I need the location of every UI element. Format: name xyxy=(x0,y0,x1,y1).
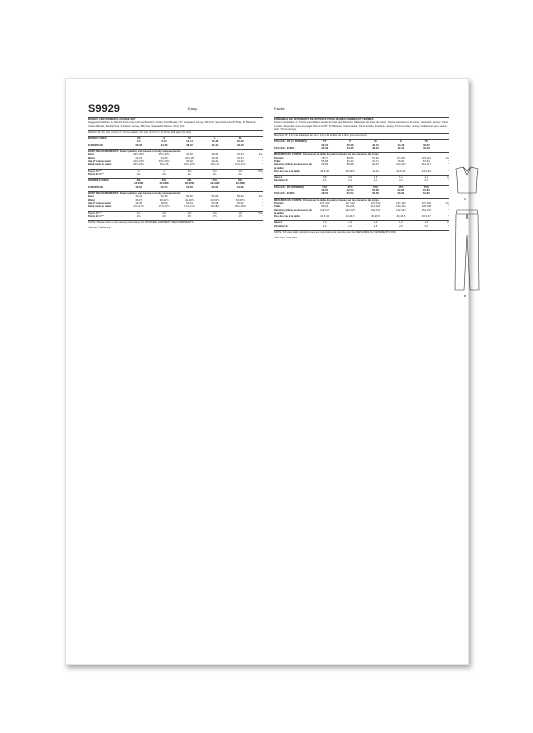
notions: Notions: B: 2¼ yds. (2.1m) ¾" (1cm) elastic, 2¼ yds. (2.1m) ¾" (1.9cm) twill tape (for ties). xyxy=(88,130,192,134)
cell: 34-37 xyxy=(237,156,244,160)
cell: 87-94 xyxy=(423,159,430,163)
size: 56-58 xyxy=(372,189,379,193)
cell: 1¼ xyxy=(136,211,141,215)
size: S xyxy=(163,137,165,141)
cell: 44-46 xyxy=(237,159,244,163)
pants-b-row: Pants B 60"** 2⅛ 2⅛ 2¼ 2¼ 2¼ " xyxy=(88,172,264,176)
size: M xyxy=(374,140,377,144)
cell: 61-64 xyxy=(346,159,354,163)
cell: ¾ xyxy=(137,169,140,173)
size: 52-54 xyxy=(346,189,354,193)
unit: Yds. xyxy=(257,169,264,173)
cell: 76-81 xyxy=(397,159,405,163)
cell: 89-94 xyxy=(321,205,329,209)
cell: 33½-34½ xyxy=(158,159,170,163)
hip-row: Hip-9" below waist 44-46 48-50 52-54 56-58 60-62 " xyxy=(88,201,264,205)
size: G xyxy=(399,140,402,144)
pants-b-row-fr: Pantalon B 2,4 2,4 2,5 2,5 2,5 " xyxy=(274,224,450,228)
pattern-title: MISSES' AND WOMEN'S LOUNGE SET xyxy=(88,118,136,121)
cell: 117-122 xyxy=(345,201,355,205)
cell: 127-132 xyxy=(370,201,381,205)
cell: 2,5 xyxy=(373,224,378,228)
cell: 1⅜ xyxy=(213,211,217,215)
back-row-fr: Dos du cou à la taille 39.5-40 40-40.5 41-42 42.5-43 43.5-44 " xyxy=(274,169,450,173)
cell: 53-56½ xyxy=(235,198,245,202)
size: 4-6 xyxy=(136,140,141,144)
size: 16-18 xyxy=(211,140,219,144)
hip-row-fr: Hanches (23cm au-dessous de la taille) 112-117 122-127 132-137 142-147 152-157 " xyxy=(274,208,450,215)
size: 46-50 xyxy=(321,189,329,193)
french-column xyxy=(274,103,449,241)
cell: 34-36 xyxy=(186,153,193,157)
unit: m xyxy=(446,176,450,180)
size: 5XL xyxy=(237,179,243,183)
cell: 17⅜-17½ xyxy=(158,205,170,209)
back-row-fr: Dos du cou à la taille 43.5-44 44-44.5 45-45.5 46-46.5 46.5-47 " xyxy=(274,215,450,219)
body-measurements-heading: BODY MEASUREMENTS: Select pattern size based on body measurements xyxy=(88,150,181,154)
row-label: Poitrine xyxy=(274,156,284,160)
cell: 1,3 xyxy=(373,221,378,225)
cell: 1⅜ xyxy=(162,211,166,215)
size: 36-38W xyxy=(235,182,245,186)
cell: 2¼ xyxy=(213,172,217,176)
pattern-envelope-back xyxy=(65,78,469,665)
cell: 112-117 xyxy=(421,163,431,167)
cell: 67-71 xyxy=(372,159,379,163)
size: 34-36 xyxy=(346,147,354,151)
cell: 39-41½ xyxy=(159,198,169,202)
cell: 1,3 xyxy=(348,221,352,225)
english-column xyxy=(88,103,263,231)
women-eu-sizes xyxy=(88,186,263,189)
size-label: WOMEN'S SIZES xyxy=(88,179,109,183)
size: 40-42 xyxy=(372,143,379,147)
size: 56-58 xyxy=(186,185,193,189)
misses-eu-sizes xyxy=(88,144,263,147)
fabric-suggestions-fr: Tissus Conseillés: A: Tricots extensibles seulement tels que Bambou, Mélanges de tricot de coton, Tricots interlock en fil retors, Jacquard, Jersey, Tricot à côtes. Reportez-vous à la règle Pick-A-Knit®. B: Bambou, Cotonnades, Tricot double, Interlock, Jersey, Tricot à côtes, Jersey molletonné pour sweat-shirt, Tricot éponge. xyxy=(274,121,448,131)
cell: 44-46½ xyxy=(185,198,194,202)
cell: 112-117 xyxy=(320,208,330,212)
unit: m xyxy=(446,221,450,225)
cell: 54-56 xyxy=(211,195,219,199)
row-label: Hanches (23cm au-dessous de la taille) xyxy=(274,163,312,170)
size: 3TG xyxy=(372,185,379,189)
unit: cm xyxy=(445,201,450,205)
cell: 2,1 xyxy=(322,179,327,183)
cell: 45-45.5 xyxy=(371,215,380,219)
size: 2TG xyxy=(347,185,353,189)
waist-row: Waist 22-23 24-25 26½-28 30-32 34-37 " xyxy=(88,156,264,160)
cell: 107-112 xyxy=(320,201,330,205)
garment-sketches xyxy=(452,165,482,335)
cell: 44-46 xyxy=(135,201,143,205)
size: M xyxy=(188,137,191,141)
cell: 147-152 xyxy=(421,201,432,205)
row-label: Hip-9" below waist xyxy=(88,159,111,163)
hip-row-fr: Hanches (23cm au-dessous de la taille) 80-83 85-88 92-97 102-107 112-117 " xyxy=(274,163,450,170)
cell: 35-37 xyxy=(135,198,143,202)
cell: 1⅜ xyxy=(187,211,192,215)
body-measurements-heading-fr: MESURES DU CORPS: Choisissez la taille du patron basée sur les mesures du corps xyxy=(274,153,379,157)
row-label: Poitrine xyxy=(274,201,284,205)
cell: 56-58 xyxy=(321,159,329,163)
fr-eu-sizes xyxy=(274,147,449,150)
pants-b-row: Pants B 60"** 2⅜ 2⅜ 2½ 2½ 2½ " xyxy=(88,214,264,218)
size: 48-50 xyxy=(321,192,329,196)
row-label: Back-neck to waist xyxy=(88,205,112,209)
cell: 122-127 xyxy=(345,208,355,212)
row-label: Bust xyxy=(88,153,94,157)
eu-label: EUROPEAN xyxy=(88,143,103,147)
row-label: Pants B xyxy=(88,214,98,218)
size: 52-54 xyxy=(160,185,168,189)
size: 8-10 xyxy=(161,140,167,144)
cell: 18¼-18⅜ xyxy=(234,205,246,209)
size: 44-46 xyxy=(397,143,405,147)
cell: 46-46.5 xyxy=(396,215,406,219)
size: 64-66 xyxy=(237,185,244,189)
row-label: Haut A xyxy=(274,176,283,180)
pattern-title-fr: ENSEMBLE DE VÊTEMENTS DE DÉTENTE POUR JEUNES FEMMES ET FEMMES xyxy=(274,118,374,121)
back-row: Back-neck to waist 15½-15¾ 15¾-16 16¼-16½ 16¾-17 17⅛-17¼ " xyxy=(88,163,264,167)
waist-row-fr: Taille 56-58 61-64 67-71 76-81 87-94 " xyxy=(274,159,450,163)
cell: 56-58 xyxy=(211,201,219,205)
waist-row: Waist 35-37 39-41½ 44-46½ 49-51½ 53-56½ " xyxy=(88,198,264,202)
cell: 31½-32½ xyxy=(158,153,170,157)
cell: 1,3 xyxy=(424,221,429,225)
cell: 97-102 xyxy=(396,156,405,160)
size: 24-26W xyxy=(159,182,169,186)
size: 18-22W xyxy=(134,182,144,186)
waist-row-fr: Taille 89-94 99-105 112-118 124-131 135-138 " xyxy=(274,205,450,209)
row-label: Dos du cou à la taille xyxy=(274,215,300,219)
cell: 1,3 xyxy=(399,221,403,225)
width: 60"** xyxy=(95,169,102,173)
cell: 2¼ xyxy=(187,172,192,176)
cell: 39.5-40 xyxy=(320,169,330,173)
cell: 15¾-16 xyxy=(159,163,169,167)
cell: 60-62 xyxy=(237,201,244,205)
size: 28-30W xyxy=(184,182,195,186)
size: 60-62 xyxy=(211,185,219,189)
eu-label: TAILLES - EURO xyxy=(274,147,295,151)
nap-footnote-fr: *avec sens **sans sens xyxy=(274,237,297,240)
cell: 2⅜ xyxy=(136,214,141,218)
row-label: Pants B xyxy=(88,172,98,176)
cell: 15½-15¾ xyxy=(133,163,145,167)
cell: 80-83 xyxy=(321,163,329,167)
cell: 48-50 xyxy=(160,201,168,205)
cell: 2,1 xyxy=(399,179,403,183)
size: 30-32 xyxy=(321,147,329,151)
cell: 2,1 xyxy=(348,179,352,183)
size: 60-62 xyxy=(397,189,405,193)
size: 2XL xyxy=(161,179,167,183)
hip-row: Hip-9" below waist 31½-32½ 33½-34½ 36-38 40-42 44-46 " xyxy=(88,159,264,163)
notions-fr: Mercerie: B: 2,1m de élastique de 1cm, 2,1m de bolduc de 1,9cm (pour les liens). xyxy=(274,134,368,138)
size: 5TG xyxy=(423,185,429,189)
cell: 46-48 xyxy=(160,195,168,199)
cell: 1,0 xyxy=(373,176,378,180)
cell: 132-137 xyxy=(370,208,381,212)
size: 56-58 xyxy=(372,192,379,196)
size: 38-40 xyxy=(372,147,379,151)
cell: 87-92 xyxy=(372,156,379,160)
cell: 40-42 xyxy=(211,159,219,163)
size: P xyxy=(349,140,351,144)
view-a-label: A xyxy=(464,197,467,201)
cell: 2⅛ xyxy=(162,172,166,176)
cell: 2½ xyxy=(187,214,192,218)
row-label: Pantalon B xyxy=(274,179,288,183)
cell: 1,1 xyxy=(399,176,403,180)
row-label: Haut A xyxy=(274,221,283,225)
cell: 17⅛-17¼ xyxy=(133,205,145,209)
cell: 29½-30½ xyxy=(133,153,145,157)
cell: 0,8 xyxy=(322,176,327,180)
cell: 17⅝-17¾ xyxy=(184,205,195,209)
size: 30-32 xyxy=(135,143,143,147)
cell: 24-25 xyxy=(160,156,168,160)
row-label: Top A xyxy=(88,211,96,215)
nap-footnote: *with nap **without nap xyxy=(88,227,111,230)
cell: 42.5-43 xyxy=(396,169,406,173)
cell: 85-88 xyxy=(346,163,354,167)
cell: 17⅛-17¼ xyxy=(234,163,246,167)
row-label: Dos du cou à la taille xyxy=(274,169,300,173)
cell: 1⅛ xyxy=(238,169,243,173)
size: 3XL xyxy=(187,179,192,183)
cell: 49-51½ xyxy=(210,198,220,202)
row-label: Top A xyxy=(88,169,96,173)
unit: Yds. xyxy=(257,211,264,215)
cell: 112-118 xyxy=(370,205,381,209)
cell: 135-138 xyxy=(421,205,432,209)
cell: 26½-28 xyxy=(185,156,194,160)
view-b-label: B xyxy=(464,294,467,298)
cell: 1 xyxy=(163,169,165,173)
unit: Ins. xyxy=(258,195,264,199)
finished-note-fr: NOTE: S'il vous plaît, reportez-vous au instructions de couture pour les MESURES DU VÊTEMENTS FINI. xyxy=(274,231,397,235)
cell: 80-83 xyxy=(346,156,354,160)
fabric-suggestions: Suggested Fabrics: A: Stretch Knits only such as Bamboo, Cotton Knit Blends, ITY, Jacquard, Jersey, Rib Knit. See Pick-A-Knit® Rule. B: Bamboo, Cotton Blends, Double Knit, Interlock, Jersey, Rib Knit, Sweatshirt Fleece, Terry Knit. xyxy=(88,121,257,128)
cell: 152-157 xyxy=(421,208,432,212)
cell: 31½-32½ xyxy=(133,159,145,163)
top-a-front-sketch xyxy=(456,167,478,193)
cell: 36-38 xyxy=(186,159,193,163)
size: 64-66 xyxy=(423,189,430,193)
size: 34-36 xyxy=(160,143,168,147)
size: XL xyxy=(238,137,242,141)
size: 42-44 xyxy=(397,147,405,151)
row-label: Bust xyxy=(88,195,94,199)
cell: 2⅜ xyxy=(162,214,166,218)
cell: 50-52 xyxy=(186,195,193,199)
technical-drawings xyxy=(452,165,482,340)
row-label: Pantalon B xyxy=(274,224,288,228)
cell: 2,5 xyxy=(399,224,403,228)
size: 48-50 xyxy=(135,185,143,189)
cell: 46.5-47 xyxy=(421,215,431,219)
unit: Ins. xyxy=(258,153,264,157)
finished-note: NOTE: Please refer to the sewing instructions for FINISHED GARMENT MEASUREMENTS. xyxy=(88,221,195,225)
difficulty-label-fr: Facile xyxy=(274,106,285,111)
eu-label: TAILLES - EURO xyxy=(274,192,295,196)
body-measurements-heading-fr: MESURES DU CORPS: Choisissez la taille du patron basée sur les mesures du corps xyxy=(274,198,379,202)
cell: 52-54 xyxy=(186,201,193,205)
row-label: Waist xyxy=(88,156,95,160)
fr-women-eu-sizes xyxy=(274,192,449,195)
size: 4XL xyxy=(212,179,218,183)
back-row: Back-neck to waist 17⅛-17¼ 17⅜-17½ 17⅝-17¾ 18-18⅛ 18¼-18⅜ " xyxy=(88,205,264,209)
cell: 2,5 xyxy=(424,224,429,228)
size: 1XL xyxy=(136,179,142,183)
size-label: TAILLES - FR (J. FEMMES) xyxy=(274,140,307,144)
width: 60"** xyxy=(98,172,105,176)
difficulty-label: Easy xyxy=(188,106,197,111)
cell: 99-105 xyxy=(346,205,355,209)
cell: 2½ xyxy=(238,214,243,218)
row-label: Back-neck to waist xyxy=(88,163,112,167)
row-label: Taille xyxy=(274,205,281,209)
cell: 1⅛ xyxy=(213,169,217,173)
row-label: Hip-9" below waist xyxy=(88,201,111,205)
cell: 2⅛ xyxy=(136,172,141,176)
cell: 2,1 xyxy=(373,179,378,183)
cell: 42-44 xyxy=(237,153,244,157)
size: 4TG xyxy=(398,185,404,189)
pants-b-sketch xyxy=(455,210,479,290)
cell: 0,9 xyxy=(348,176,352,180)
cell: 142-147 xyxy=(396,208,406,212)
size: 12-14 xyxy=(186,140,193,144)
cell: 2,4 xyxy=(322,224,327,228)
pattern-number: S9929 xyxy=(88,103,120,115)
cell: 1,1 xyxy=(424,176,429,180)
pants-b-row-fr: Pantalon B 2,1 2,1 2,1 2,1 2,1 " xyxy=(274,179,450,183)
size: 1TG xyxy=(322,185,328,189)
cell: 124-131 xyxy=(396,205,406,209)
size: 60-62 xyxy=(397,192,405,196)
row-label: Taille xyxy=(274,159,281,163)
cell: 2¼ xyxy=(238,172,243,176)
size: XS xyxy=(136,137,141,141)
size: 20-22 xyxy=(237,140,244,144)
size: 42-44 xyxy=(211,143,219,147)
size: 48-50 xyxy=(423,143,430,147)
cell: 22-23 xyxy=(135,156,143,160)
cell: 2,1 xyxy=(424,179,429,183)
size: TP xyxy=(323,140,327,144)
cell: 137-142 xyxy=(396,201,406,205)
body-measurements-heading: BODY MEASUREMENTS: Select pattern size based on body measurements xyxy=(88,192,181,196)
size: 36-38 xyxy=(346,143,354,147)
cell: 1,3 xyxy=(322,221,327,225)
cell: 43.5-44 xyxy=(320,215,330,219)
cell: 40-40.5 xyxy=(345,169,355,173)
size: 32-34 xyxy=(321,143,329,147)
cell: 42-44 xyxy=(135,195,143,199)
cell: 30-32 xyxy=(211,156,219,160)
cell: 107-112 xyxy=(421,156,431,160)
cell: 41-42 xyxy=(372,169,379,173)
size: TG xyxy=(424,140,429,144)
cell: 1⅜ xyxy=(238,211,243,215)
eu-label: EUROPEAN xyxy=(88,185,103,189)
size: 38-40 xyxy=(186,143,193,147)
size: L xyxy=(214,137,216,141)
cell: 43.5-44 xyxy=(421,169,431,173)
cell: 92-97 xyxy=(372,163,379,167)
width: 60"** xyxy=(95,211,102,215)
size: 46-48 xyxy=(423,147,430,151)
size-label: MISSES' SIZES xyxy=(88,137,107,141)
size: 64-66 xyxy=(423,192,430,196)
cell: 16¾-17 xyxy=(210,163,220,167)
cell: 2,4 xyxy=(348,224,352,228)
cell: 102-107 xyxy=(396,163,406,167)
size: 52-54 xyxy=(346,192,354,196)
row-label: Waist xyxy=(88,198,95,202)
cell: 44-44.5 xyxy=(345,215,355,219)
cell: 58-60 xyxy=(237,195,244,199)
cell: 16¼-16½ xyxy=(184,163,195,167)
cell: 2½ xyxy=(213,214,217,218)
size: 46-48 xyxy=(237,143,244,147)
unit: cm xyxy=(445,156,450,160)
row-label: Hanches (23cm au-dessous de la taille) xyxy=(274,208,312,215)
cell: 18-18⅛ xyxy=(210,205,220,209)
width: 60"** xyxy=(98,214,105,218)
size-label: TAILLES - FR (FEMMES) xyxy=(274,185,304,189)
cell: 75-77 xyxy=(321,156,329,160)
cell: 1⅛ xyxy=(187,169,192,173)
size: 32-34W xyxy=(210,182,220,186)
cell: 38-40 xyxy=(211,153,219,157)
